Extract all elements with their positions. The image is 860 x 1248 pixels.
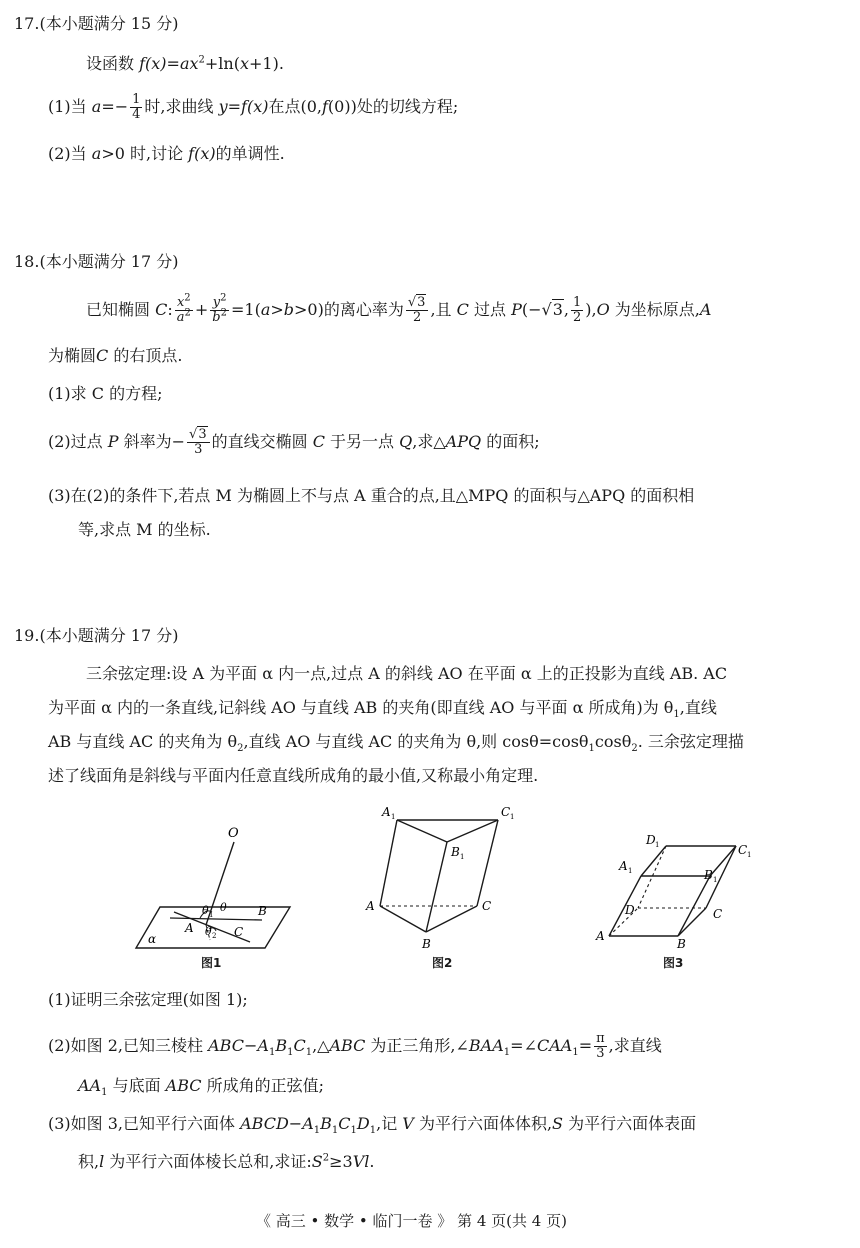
q18-part2: (2)过点 P 斜率为− $\frac{√3}{3}$ 的直线交椭圆 C 于另一点 Q,求△APQ 的面积;: [48, 426, 540, 457]
q19-part3-line2: 积,l 为平行六面体棱长总和,求证$:S^2\ge 3Vl$.: [78, 1152, 375, 1171]
svg-text:2: 2: [212, 932, 217, 940]
fig1-label-B: B: [258, 904, 267, 918]
svg-text:1: 1: [655, 841, 660, 849]
q17-part2: (2)当 a>0 时,讨论 f(x)的单调性.: [48, 144, 285, 163]
svg-text:A: A: [619, 859, 628, 873]
fraction-x2-a2: $\frac{x^2}{a^2}$: [176, 292, 191, 325]
q19-para-line2: 为平面 α 内的一条直线,记斜线 AO 与直线 AB 的夹角(即直线 AO 与平面 α 所成角)为 $\theta_1$,直线: [48, 698, 717, 721]
fig1-label-theta: θ: [220, 901, 227, 914]
svg-text:B: B: [451, 845, 460, 859]
svg-text:C: C: [482, 899, 492, 913]
figure-1-diagram: [130, 822, 300, 972]
svg-text:1: 1: [510, 813, 515, 821]
svg-text:B: B: [422, 937, 431, 951]
svg-text:1: 1: [460, 853, 465, 861]
svg-text:1: 1: [391, 813, 396, 821]
q19-part3-line1: (3)如图 3,已知平行六面体 $ABCD-A_1B_1C_1D_1$,记 V 为平行六面体体积,S 为平行六面体表面: [48, 1114, 697, 1137]
svg-text:A: A: [382, 805, 391, 819]
fraction-pi-3: $\frac{\pi}{3}$: [596, 1030, 605, 1061]
svg-text:B: B: [677, 937, 686, 951]
page-footer: 《 高三 • 数学 • 临门一卷 》 第 4 页(共 4 页): [256, 1212, 567, 1230]
figure-2-prism: [360, 800, 520, 960]
svg-text:A: A: [366, 899, 375, 913]
figure-1-caption: 图1: [201, 956, 222, 970]
fig1-label-alpha: α: [148, 932, 157, 946]
q18-intro: 已知椭圆 C: $\frac{x^2}{a^2}$ + $\frac{y^2}{b^2}$ =1(a>b>0)的离心率为 $\frac{√3}{2}$ ,且 C 过点 P(−√3, $\frac{1}{2}$ ),O 为坐标原点,A: [86, 292, 712, 325]
q18-part3-line1: (3)在(2)的条件下,若点 M 为椭圆上不与点 A 重合的点,且△MPQ 的面积与△APQ 的面积相: [48, 486, 695, 505]
svg-text:C: C: [713, 907, 723, 921]
q17-intro: 设函数 $f(x)=ax^2+\ln(x+1)$.: [86, 54, 284, 73]
q18-part1: (1)求 C 的方程;: [48, 384, 163, 403]
figure-2-caption: 图2: [432, 956, 453, 970]
line-AB: [170, 918, 262, 920]
svg-text:B: B: [704, 868, 713, 882]
fig1-label-theta2: θ: [205, 925, 212, 938]
q18-header: 18.(本小题满分 17 分): [14, 252, 179, 271]
fraction-y2-b2: $\frac{y^2}{b^2}$: [212, 292, 227, 325]
q19-part2-line2: $AA_1$ 与底面 ABC 所成角的正弦值;: [78, 1076, 325, 1099]
fraction-sqrt3-3: $\frac{√3}{3}$: [187, 428, 210, 458]
q19-part1: (1)证明三余弦定理(如图 1);: [48, 990, 248, 1009]
svg-text:C: C: [501, 805, 511, 819]
q19-para-line4: 述了线面角是斜线与平面内任意直线所成角的最小值,又称最小角定理.: [48, 766, 539, 785]
fig1-label-theta1: θ: [202, 904, 209, 917]
q18-intro-line2: 为椭圆C 的右顶点.: [48, 346, 183, 365]
svg-text:1: 1: [747, 851, 752, 859]
fraction-one-half: $\frac{1}{2}$: [572, 294, 582, 325]
svg-text:A: A: [596, 929, 605, 943]
svg-text:1: 1: [628, 867, 633, 875]
q19-para-line1: 三余弦定理:设 A 为平面 α 内一点,过点 A 的斜线 AO 在平面 α 上的正投影为直线 AB. AC: [86, 664, 728, 683]
q18-part3-line2: 等,求点 M 的坐标.: [78, 520, 211, 539]
fig1-label-A: A: [185, 921, 194, 935]
svg-text:D: D: [625, 903, 635, 917]
q19-part2-line1: (2)如图 2,已知三棱柱 $ABC-A_1B_1C_1,\triangle ABC$ 为正三角形$,\angle BAA_1=\angle CAA_1=$ $\frac{\pi}{3}$ ,求直线: [48, 1030, 662, 1061]
svg-text:1: 1: [713, 876, 718, 884]
svg-text:1: 1: [209, 911, 214, 919]
fig1-label-C: C: [234, 925, 244, 939]
q19-header: 19.(本小题满分 17 分): [14, 626, 179, 645]
svg-text:D: D: [646, 833, 656, 847]
fig1-label-O: O: [228, 826, 239, 841]
svg-text:C: C: [738, 843, 748, 857]
fraction-sqrt3-2: $\frac{√3}{2}$: [406, 296, 429, 326]
figure-3-parallelepiped: [594, 826, 764, 956]
q17-part1: (1)当 a=− $\frac{1}{4}$ 时,求曲线 y=f(x)在点(0,f(0))处的切线方程;: [48, 91, 459, 122]
figure-3-caption: 图3: [663, 956, 684, 970]
q19-para-line3: AB 与直线 AC 的夹角为 $\theta_2$,直线 AO 与直线 AC 的夹角为 θ,则 cosθ=cosθ$_1$cosθ$_2$. 三余弦定理描: [48, 732, 744, 755]
fraction-one-quarter: $\frac{1}{4}$: [132, 91, 141, 122]
q17-header: 17.(本小题满分 15 分): [14, 14, 179, 33]
